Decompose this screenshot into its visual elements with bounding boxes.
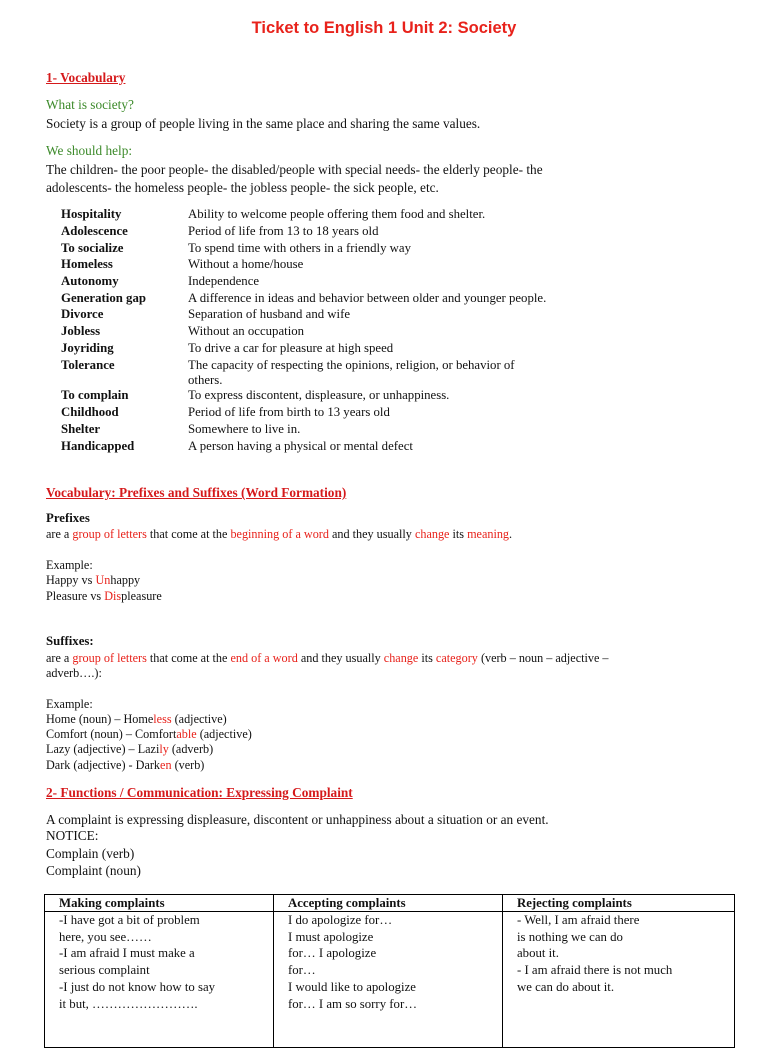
highlight-text: able [176, 727, 197, 741]
page-title: Ticket to English 1 Unit 2: Society [251, 19, 517, 37]
text-segment: its [418, 651, 436, 665]
help-answer-line2: adolescents- the homeless people- the jobless people- the sick people, etc. [46, 180, 439, 195]
vocab-definition: Period of life from 13 to 18 years old [188, 224, 379, 238]
vocab-definition: A person having a physical or mental defect [188, 439, 413, 453]
text-segment: its [449, 527, 468, 541]
complaints-table-header [45, 895, 735, 912]
vocab-definition: Period of life from birth to 13 years old [188, 405, 390, 419]
table-cell-line: - Well, I am afraid there [517, 913, 640, 927]
vocab-definition: To spend time with others in a friendly way [188, 241, 412, 255]
rejecting-complaints-cell [503, 912, 735, 1048]
text-segment: (verb) [171, 758, 205, 772]
prefixes-definition [46, 527, 512, 542]
vocab-definition: Separation of husband and wife [188, 307, 351, 321]
table-cell-line: serious complaint [59, 963, 150, 978]
vocab-term: Joyriding [61, 341, 114, 355]
highlight-text: Dis [104, 589, 122, 603]
text-segment: that come at the [146, 651, 231, 665]
highlight-text: group of letters [72, 651, 147, 665]
highlight-text: meaning [467, 527, 510, 541]
highlight-text: category [435, 651, 478, 665]
affix-heading: Vocabulary: Prefixes and Suffixes (Word Formation) [46, 485, 347, 500]
vocab-term: Childhood [61, 405, 119, 419]
vocab-term: Handicapped [61, 439, 135, 453]
highlight-text: change [383, 651, 419, 665]
form-verb: Complain (verb) [46, 846, 135, 861]
highlight-text: Un [95, 573, 111, 587]
text-segment: are a [46, 651, 73, 665]
table-cell-line: for… I apologize [288, 946, 377, 961]
accepting-complaints-cell [274, 912, 503, 1048]
table-cell-line: we can do about it. [517, 979, 615, 994]
text-segment: Lazy (adjective) – Lazi [46, 742, 160, 756]
society-answer: Society is a group of people living in the same place and sharing the same values. [46, 116, 481, 131]
header-accepting-complaints: Accepting complaints [274, 895, 503, 912]
vocab-term: Generation gap [61, 291, 146, 305]
functions-heading: 2- Functions / Communication: Expressing Complaint [46, 785, 353, 800]
highlight-text: beginning of a word [230, 527, 329, 541]
text-segment: Comfort (noun) – Comfort [46, 727, 177, 741]
table-cell-line: -I am afraid I must make a [59, 946, 195, 961]
table-cell-line: here, you see…… [59, 929, 152, 944]
example-line [46, 742, 213, 757]
help-answer-line1: The children- the poor people- the disabled/people with special needs- the elderly people- the [46, 162, 543, 177]
table-cell-line: it but, ……………………. [59, 996, 198, 1011]
vocab-definition: Without an occupation [188, 324, 305, 338]
vocab-definition: A difference in ideas and behavior between older and younger people. [188, 291, 547, 305]
vocab-term: Adolescence [61, 224, 128, 238]
text-segment: Home (noun) – Home [46, 712, 154, 726]
example-line [46, 573, 140, 588]
vocab-term: Tolerance [61, 358, 115, 372]
table-cell-line: I do apologize for… [288, 913, 393, 927]
vocab-term: To complain [61, 388, 129, 402]
text-segment: (adjective) [171, 712, 227, 726]
text-segment: are a [46, 527, 73, 541]
vocab-definition: Without a home/house [188, 257, 304, 271]
text-segment: Happy vs [46, 573, 96, 587]
vocab-definition: Ability to welcome people offering them food and shelter. [188, 207, 486, 221]
society-question: What is society? [46, 97, 134, 112]
highlight-text: change [414, 527, 450, 541]
vocab-term: Divorce [61, 307, 104, 321]
text-segment: pleasure [121, 589, 162, 603]
table-cell-line: -I just do not know how to say [59, 979, 216, 994]
example-line [46, 712, 227, 727]
text-segment: (adjective) [196, 727, 252, 741]
table-cell-line: - I am afraid there is not much [517, 963, 673, 978]
highlight-text: group of letters [72, 527, 147, 541]
vocab-definition: To drive a car for pleasure at high speed [188, 341, 394, 355]
text-segment: (verb – noun – adjective – [477, 651, 609, 665]
vocab-definition: Somewhere to live in. [188, 422, 301, 436]
example-line [46, 758, 204, 773]
table-cell-line: is nothing we can do [517, 929, 623, 944]
suffixes-definition [46, 651, 609, 666]
table-cell-line: I must apologize [288, 929, 374, 944]
form-noun: Complaint (noun) [46, 863, 141, 878]
vocab-term: Shelter [61, 422, 101, 436]
text-segment: Dark (adjective) - Dark [46, 758, 161, 772]
table-cell-line: -I have got a bit of problem [59, 913, 200, 927]
notice-label: NOTICE: [46, 828, 99, 843]
complaint-definition: A complaint is expressing displeasure, discontent or unhappiness about a situation or an event. [46, 812, 549, 827]
table-cell-line: for… I am so sorry for… [288, 996, 418, 1011]
table-cell-line: I would like to apologize [288, 979, 416, 994]
prefixes-heading: Prefixes [46, 511, 90, 525]
highlight-text: en [160, 758, 172, 772]
vocab-definition-cont: others. [188, 373, 223, 387]
text-segment: that come at the [146, 527, 231, 541]
table-cell-line: for… [288, 963, 316, 978]
vocab-definition: Independence [188, 274, 260, 288]
vocab-term: Homeless [61, 257, 113, 271]
text-segment: Pleasure vs [46, 589, 105, 603]
vocab-term: Autonomy [61, 274, 119, 288]
table-cell-line: about it. [517, 946, 559, 961]
complaints-table [44, 894, 735, 1048]
header-making-complaints: Making complaints [45, 895, 274, 912]
suffixes-heading: Suffixes: [46, 634, 94, 648]
vocab-term: Jobless [61, 324, 101, 338]
vocab-definition: To express discontent, displeasure, or unhappiness. [188, 388, 450, 402]
text-segment: happy [110, 573, 141, 587]
example-line [46, 727, 252, 742]
header-rejecting-complaints: Rejecting complaints [503, 895, 735, 912]
highlight-text: ly [159, 742, 169, 756]
text-segment: (adverb) [168, 742, 214, 756]
vocab-term: Hospitality [61, 207, 122, 221]
suffixes-definition-line2: adverb….): [46, 666, 102, 680]
vocab-term: To socialize [61, 241, 124, 255]
vocab-definition: The capacity of respecting the opinions, religion, or behavior of [188, 358, 515, 372]
text-segment: and they usually [297, 651, 384, 665]
making-complaints-cell [45, 912, 274, 1048]
text-segment: . [509, 527, 513, 541]
example-line [46, 589, 162, 604]
highlight-text: less [153, 712, 172, 726]
highlight-text: end of a word [230, 651, 298, 665]
vocabulary-heading: 1- Vocabulary [46, 70, 126, 85]
help-question: We should help: [46, 143, 133, 158]
complaints-table-row [45, 912, 735, 1048]
prefixes-example-label: Example: [46, 558, 93, 572]
text-segment: and they usually [328, 527, 415, 541]
suffixes-example-label: Example: [46, 697, 93, 711]
